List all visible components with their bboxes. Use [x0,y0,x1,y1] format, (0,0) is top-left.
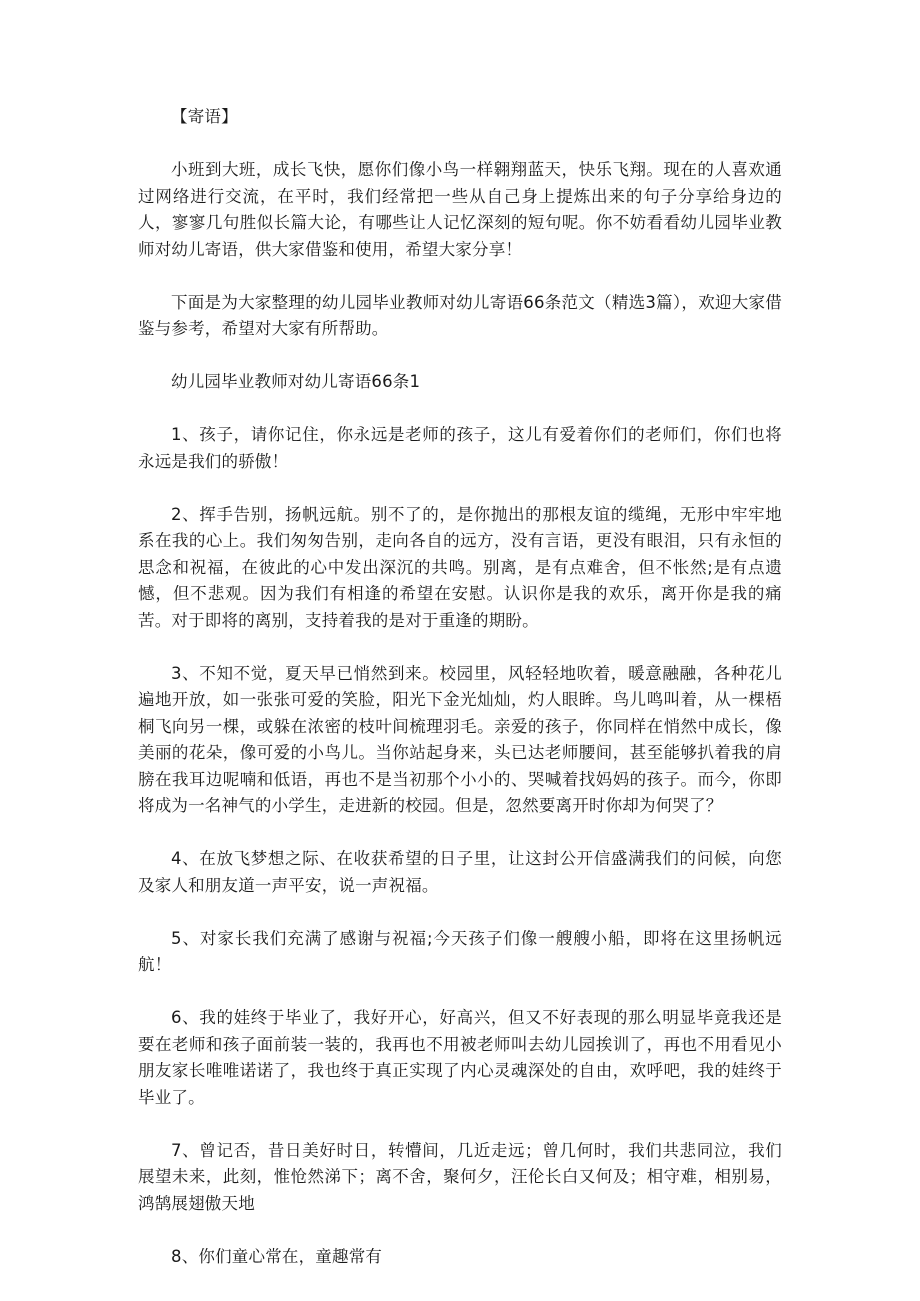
list-item: 3、不知不觉，夏天早已悄然到来。校园里，风轻轻地吹着，暖意融融，各种花儿遍地开放，如一张张可爱的笑脸，阳光下金光灿灿，灼人眼眸。鸟儿鸣叫着，从一棵梧桐飞向另一棵，或躲在浓密的枝叶间梳理羽毛。亲爱的孩子，你同样在悄然中成长，像美丽的花朵，像可爱的小鸟儿。当你站起身来，头已达老师腰间，甚至能够扒着我的肩膀在我耳边呢喃和低语，再也不是当初那个小小的、哭喊着找妈妈的孩子。而今，你即将成为一名神气的小学生，走进新的校园。但是，忽然要离开时你却为何哭了？ [138,663,782,815]
lead-paragraph: 下面是为大家整理的幼儿园毕业教师对幼儿寄语66条范文（精选3篇），欢迎大家借鉴与参考，希望对大家有所帮助。 [138,292,782,338]
section-heading: 【寄语】 [171,107,238,126]
list-item: 8、你们童心常在，童趣常有 [171,1246,383,1266]
intro-paragraph: 小班到大班，成长飞快，愿你们像小鸟一样翱翔蓝天，快乐飞翔。现在的人喜欢通过网络进行交流，在平时，我们经常把一些从自己身上提炼出来的句子分享给身边的人，寥寥几句胜似长篇大论，有哪些让人记忆深刻的短句呢。你不妨看看幼儿园毕业教师对幼儿寄语，供大家借鉴和使用，希望大家分享！ [138,160,782,259]
list-item: 5、对家长我们充满了感谢与祝福;今天孩子们像一艘艘小船，即将在这里扬帆远航！ [138,928,782,974]
list-item: 7、曾记否，昔日美好时日，转懵间，几近走远；曾几何时，我们共悲同泣，我们展望未来，此刻，惟怆然涕下；离不舍，聚何夕，汪伦长白又何及；相守难，相别易，鸿鹄展翅傲天地 [138,1140,782,1213]
article-title: 幼儿园毕业教师对幼儿寄语66条1 [171,372,421,391]
list-item: 1、孩子，请你记住，你永远是老师的孩子，这儿有爱着你们的老师们，你们也将永远是我们的骄傲！ [138,425,782,471]
list-item: 4、在放飞梦想之际、在收获希望的日子里，让这封公开信盛满我们的问候，向您及家人和朋友道一声平安，说一声祝福。 [138,849,782,895]
list-item: 6、我的娃终于毕业了，我好开心，好高兴，但又不好表现的那么明显毕竟我还是要在老师和孩子面前装一装的，我再也不用被老师叫去幼儿园挨训了，再也不用看见小朋友家长唯唯诺诺了，我也终于真正实现了内心灵魂深处的自由，欢呼吧，我的娃终于毕业了。 [138,1008,782,1107]
list-item: 2、挥手告别，扬帆远航。别不了的，是你抛出的那根友谊的缆绳，无形中牢牢地系在我的心上。我们匆匆告别，走向各自的远方，没有言语，更没有眼泪，只有永恒的思念和祝福，在彼此的心中发出深沉的共鸣。别离，是有点难舍，但不怅然;是有点遗憾，但不悲观。因为我们有相逢的希望在安慰。认识你是我的欢乐，离开你是我的痛苦。对于即将的离别，支持着我的是对于重逢的期盼。 [138,504,782,630]
